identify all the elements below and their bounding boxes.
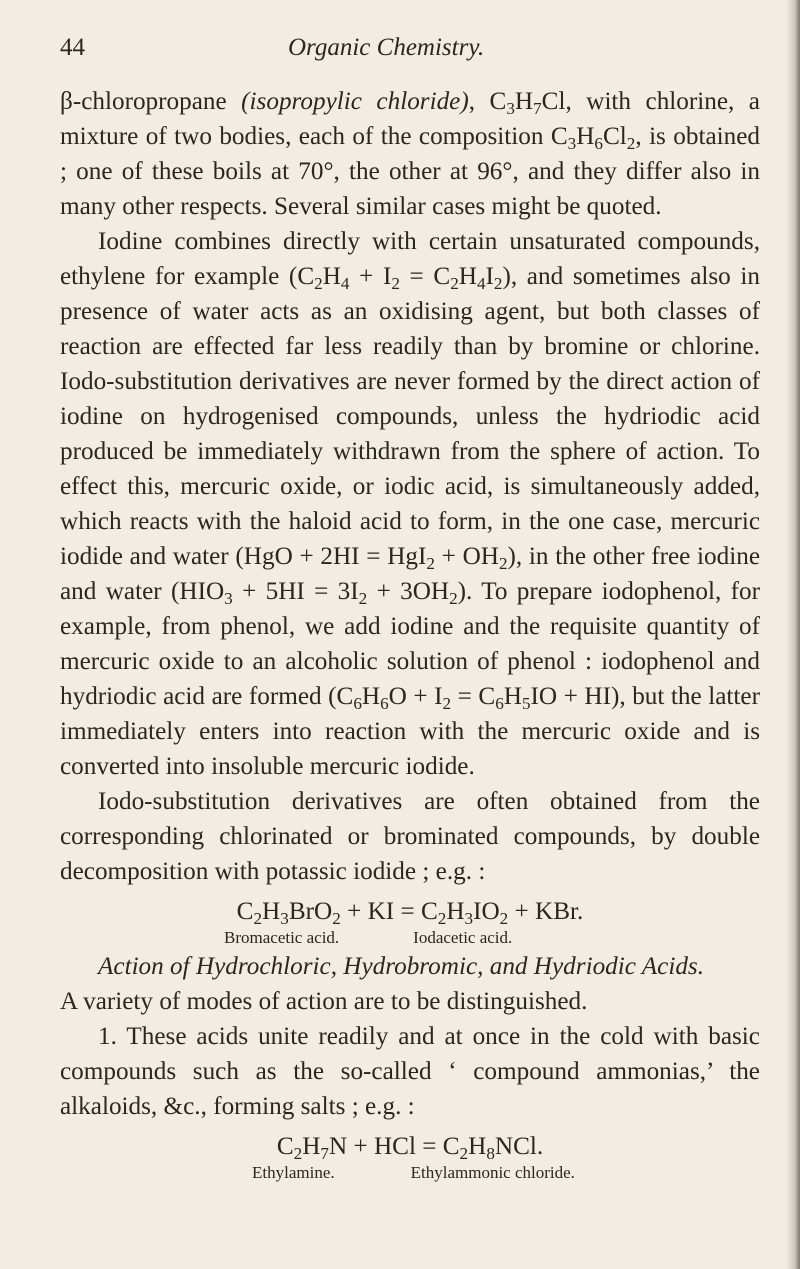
page-number: 44 — [60, 34, 85, 61]
running-title: Organic Chemistry. — [288, 34, 485, 61]
caption-ethylammonic-chloride: Ethylammonic chloride. — [410, 1163, 575, 1182]
page-edge-shadow — [786, 0, 800, 1269]
paragraph-3: Iodo-substitution derivatives are often obtained from the corresponding chlorinated or brominated compounds, by double decomposition with potassic iodide ; e.g. : — [60, 788, 760, 885]
equation-formula-2: $C_2H_7N$ + HCl = $C_2H_8NCl$. — [276, 1133, 544, 1163]
equation-bromacetic — [60, 895, 760, 949]
section-intro: A variety of modes of action are to be distinguished. — [60, 988, 588, 1015]
equation-captions-2 — [60, 1162, 760, 1184]
caption-ethylamine: Ethylamine. — [252, 1163, 335, 1182]
paragraph-2: Iodine combines directly with certain unsaturated compounds, ethylene for example $(C_2H_4 + I_2 = C_2H_4I_2)$, and sometimes also in presence of water acts as an oxidising agent, but both classes of reaction are effected far less readily than by bromine or chlorine. Iodo-substitution derivatives are never formed by the direct action of iodine on hydrogenised compounds, unless the hydriodic acid produced be immediately withdrawn from the sphere of action. To effect this, mercuric oxide, or iodic acid, is simultaneously added, which reacts with the haloid acid to form, in the one case, mercuric iodide and water $(HgO + 2HI = HgI_2 + OH_2)$, in the other free iodine and water $(HIO_3 + 5HI = 3I_2 + 3OH_2)$. To prepare iodophenol, for example, from phenol, we add iodine and the requisite quantity of mercuric oxide to an alcoholic solution of phenol : iodophenol and hydriodic acid are formed $(C_6H_6O + I_2 = C_6H_5IO + HI)$, but the latter immediately enters into reaction with the mercuric oxide and is converted into insoluble mercuric iodide. — [60, 228, 761, 780]
page-header — [60, 28, 760, 68]
caption-iodacetic: Iodacetic acid. — [413, 928, 513, 947]
list-item-1: 1. These acids unite readily and at once in the cold with basic compounds such as the so-called ‘ compound ammonias,’ the alkaloids, &c., forming salts ; e.g. : — [60, 1023, 760, 1120]
caption-bromacetic: Bromacetic acid. — [224, 928, 340, 947]
section-heading: Action of Hydrochloric, Hydrobromic, and Hydriodic Acids. — [98, 953, 705, 980]
paragraph-1: β-chloropropane (isopropylic chloride), $C_3H_7Cl$, with chlorine, a mixture of two bodies, each of the composition $C_3H_6Cl_2$, is obtained ; one of these boils at 70°, the other at 96°, and they differ also in many other respects. Several similar cases might be quoted. — [60, 88, 761, 220]
equation-formula: $C_2H_3BrO_2$ + KI = $C_2H_3IO_2$ + KBr. — [236, 898, 584, 928]
equation-ethylamine — [60, 1130, 760, 1184]
page-body — [60, 84, 760, 1184]
equation-captions — [60, 927, 760, 949]
